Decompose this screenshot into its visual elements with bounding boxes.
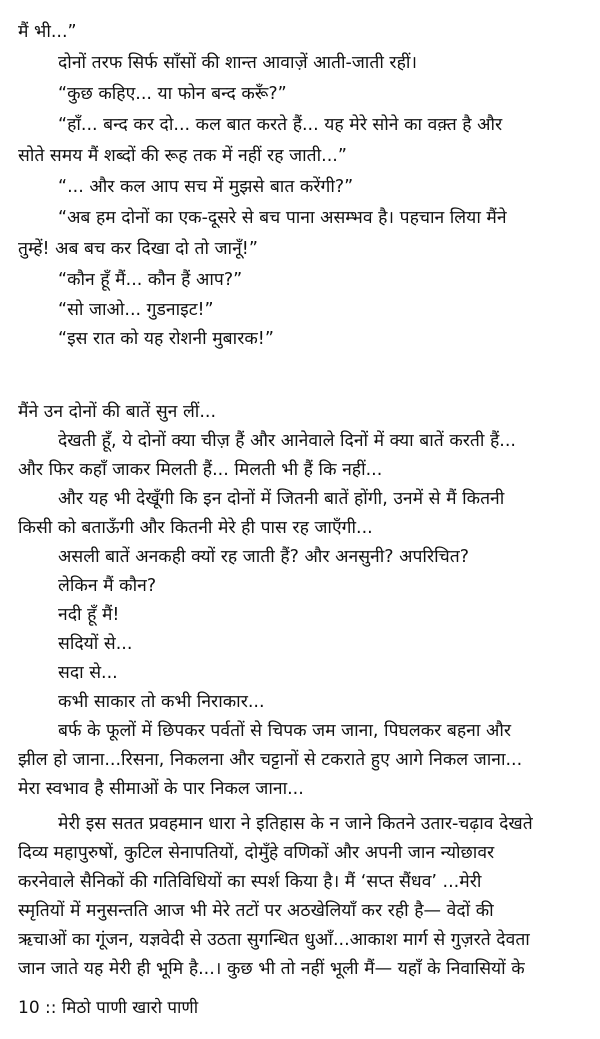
- text-line: “सो जाओ... गुडनाइट!”: [58, 300, 214, 320]
- text-line: ऋचाओं का गूंजन, यज्ञवेदी से उठता सुगन्धित धुआँ...आकाश मार्ग से गुज़रते देवता: [18, 930, 530, 950]
- text-line: कभी साकार तो कभी निराकार...: [58, 692, 265, 712]
- text-line: देखती हूँ, ये दोनों क्या चीज़ हैं और आनेवाले दिनों में क्या बातें करती हैं...: [58, 431, 516, 451]
- text-line: मैंने उन दोनों की बातें सुन लीं...: [18, 402, 217, 422]
- text-line: सदा से...: [58, 663, 118, 683]
- text-line: असली बातें अनकही क्यों रह जाती हैं? और अनसुनी? अपरिचित?: [58, 547, 470, 567]
- text-line: मेरी इस सतत प्रवहमान धारा ने इतिहास के न जाने कितने उतार-चढ़ाव देखते: [58, 814, 533, 834]
- text-line: और यह भी देखूँगी कि इन दोनों में जितनी बातें होंगी, उनमें से मैं कितनी: [58, 489, 505, 509]
- text-line: बर्फ के फूलों में छिपकर पर्वतों से चिपक जम जाना, पिघलकर बहना और: [58, 721, 512, 741]
- text-line: “कौन हूँ मैं... कौन हैं आप?”: [58, 270, 243, 290]
- text-line: “हाँ... बन्द कर दो... कल बात करते हैं... यह मेरे सोने का वक़्त है और: [58, 115, 503, 135]
- text-line: सदियों से...: [58, 634, 133, 654]
- text-line: “कुछ कहिए... या फोन बन्द करूँ?”: [58, 84, 287, 104]
- text-line: “इस रात को यह रोशनी मुबारक!”: [58, 329, 274, 349]
- text-line: “अब हम दोनों का एक-दूसरे से बच पाना असम्भव है। पहचान लिया मैंने: [58, 208, 507, 228]
- text-line: जान जाते यह मेरी ही भूमि है...। कुछ भी तो नहीं भूली मैं— यहाँ के निवासियों के: [18, 959, 525, 979]
- page-footer: 10 :: मिठो पाणी खारो पाणी: [18, 998, 199, 1018]
- text-line: स्मृतियों में मनुसन्तति आज भी मेरे तटों पर अठखेलियाँ कर रही है— वेदों की: [18, 901, 494, 921]
- text-line: तुम्हें! अब बच कर दिखा दो तो जानूँ!”: [18, 239, 258, 259]
- text-line: सोते समय मैं शब्दों की रूह तक में नहीं रह जाती...”: [18, 146, 347, 166]
- text-line: मैं भी...”: [18, 22, 77, 42]
- text-line: और फिर कहाँ जाकर मिलती हैं... मिलती भी हैं कि नहीं...: [18, 460, 383, 480]
- text-line: नदी हूँ मैं!: [58, 605, 120, 625]
- text-line: “... और कल आप सच में मुझसे बात करेंगी?”: [58, 177, 354, 197]
- text-line: दोनों तरफ सिर्फ साँसों की शान्त आवाज़ें आती-जाती रहीं।: [58, 53, 418, 73]
- text-line: किसी को बताऊँगी और कितनी मेरे ही पास रह जाएँगी...: [18, 518, 373, 538]
- text-line: मेरा स्वभाव है सीमाओं के पार निकल जाना...: [18, 779, 304, 799]
- text-line: दिव्य महापुरुषों, कुटिल सेनापतियों, दोमुँहे वणिकों और अपनी जान न्योछावर: [18, 843, 495, 863]
- text-line: करनेवाले सैनिकों की गतिविधियों का स्पर्श किया है। मैं ‘सप्त सैंधव’ ...मेरी: [18, 872, 482, 892]
- text-line: झील हो जाना...रिसना, निकलना और चट्टानों से टकराते हुए आगे निकल जाना...: [18, 750, 523, 770]
- text-line: लेकिन मैं कौन?: [58, 576, 157, 596]
